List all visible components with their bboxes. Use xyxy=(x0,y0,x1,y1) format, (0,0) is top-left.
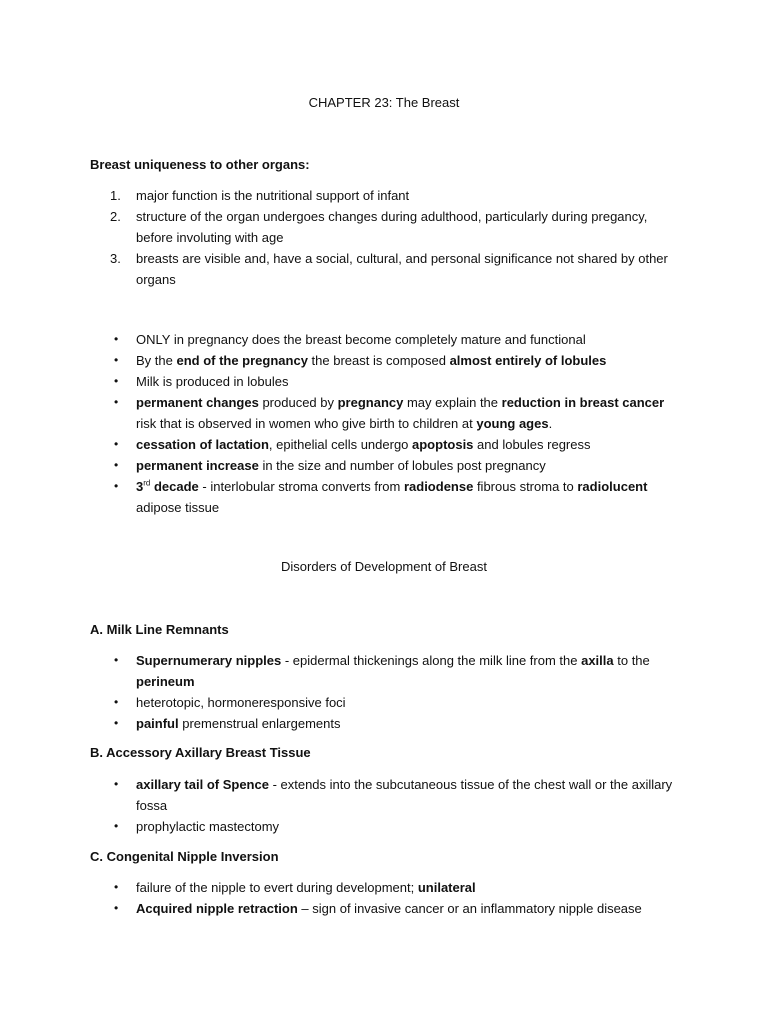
list-item-text: . xyxy=(548,416,553,431)
uniqueness-list xyxy=(110,185,680,290)
bullet-icon: • xyxy=(114,695,119,709)
emphasis: 3 xyxy=(136,479,144,494)
list-item-text: - extends into the subcutaneous tissue of the chest wall or the axillary fossa xyxy=(136,777,673,813)
list-item xyxy=(110,476,680,518)
list-item-text: failure of the nipple to evert during development; xyxy=(136,880,418,895)
bullet-icon: • xyxy=(114,332,119,346)
list-item xyxy=(110,692,680,713)
emphasis: Acquired nipple retraction xyxy=(136,901,298,916)
emphasis: radiolucent xyxy=(577,479,648,494)
list-item xyxy=(110,185,680,206)
emphasis: perineum xyxy=(136,674,195,689)
list-item-text: produced by xyxy=(258,395,338,410)
emphasis: permanent changes xyxy=(136,395,259,410)
disorders-heading: Disorders of Development of Breast xyxy=(281,559,487,574)
bullet-icon: • xyxy=(114,653,119,667)
list-item-text: adipose tissue xyxy=(136,500,220,515)
emphasis: pregnancy xyxy=(337,395,404,410)
section-a-list xyxy=(110,650,680,734)
bullet-icon: • xyxy=(114,437,119,451)
emphasis: unilateral xyxy=(417,880,476,895)
emphasis: apoptosis xyxy=(412,437,474,452)
bullet-icon: • xyxy=(114,716,119,730)
emphasis: permanent increase xyxy=(136,458,259,473)
list-item xyxy=(110,650,680,692)
list-item xyxy=(110,877,680,898)
list-item xyxy=(110,206,680,248)
list-item-text: may explain the xyxy=(403,395,502,410)
section-c-heading: C. Congenital Nipple Inversion xyxy=(90,849,279,864)
emphasis: almost entirely of lobules xyxy=(449,353,607,368)
bullet-icon: • xyxy=(114,777,119,791)
bullet-icon: • xyxy=(114,901,119,915)
emphasis: young ages xyxy=(476,416,549,431)
list-item xyxy=(110,898,680,919)
emphasis: cessation of lactation xyxy=(136,437,269,452)
list-item xyxy=(110,371,680,392)
list-item-text: major function is the nutritional support of infant xyxy=(136,188,410,203)
list-item xyxy=(110,434,680,455)
list-item-text: - interlobular stroma converts from xyxy=(198,479,404,494)
list-item-text: ONLY in pregnancy does the breast become completely mature and functional xyxy=(136,332,586,347)
list-item xyxy=(110,713,680,734)
emphasis: Supernumerary nipples xyxy=(136,653,282,668)
list-item-text: heterotopic, hormoneresponsive foci xyxy=(136,695,346,710)
list-item xyxy=(110,329,680,350)
list-item xyxy=(110,774,680,816)
list-item xyxy=(110,350,680,371)
list-item-text: risk that is observed in women who give birth to children at xyxy=(136,416,477,431)
bullet-icon: • xyxy=(114,880,119,894)
list-item-text: - epidermal thickenings along the milk line from the xyxy=(281,653,582,668)
list-item xyxy=(110,248,680,290)
emphasis: end of the pregnancy xyxy=(176,353,308,368)
emphasis: reduction in breast cancer xyxy=(501,395,665,410)
list-item-text: , epithelial cells undergo xyxy=(268,437,413,452)
superscript: rd xyxy=(143,478,151,488)
list-item xyxy=(110,455,680,476)
list-item-text: to the xyxy=(613,653,650,668)
bullet-icon: • xyxy=(114,395,119,409)
section-a-heading: A. Milk Line Remnants xyxy=(90,622,229,637)
list-item xyxy=(110,392,680,434)
emphasis: decade xyxy=(150,479,199,494)
emphasis: painful xyxy=(136,716,179,731)
list-item-text: and lobules regress xyxy=(473,437,591,452)
list-item-text: breasts are visible and, have a social, cultural, and personal significance not shared by other organs xyxy=(136,251,668,287)
list-item-text: prophylactic mastectomy xyxy=(136,819,280,834)
bullet-icon: • xyxy=(114,374,119,388)
bullet-icon: • xyxy=(114,458,119,472)
list-item-text: the breast is composed xyxy=(307,353,450,368)
emphasis: axillary tail of Spence xyxy=(136,777,269,792)
list-item-text: By the xyxy=(136,353,177,368)
bullet-icon: • xyxy=(114,353,119,367)
emphasis: axilla xyxy=(581,653,614,668)
uniqueness-heading: Breast uniqueness to other organs: xyxy=(90,157,310,172)
page-title: CHAPTER 23: The Breast xyxy=(308,95,460,110)
bullet-icon: • xyxy=(114,819,119,833)
section-b-list xyxy=(110,774,680,837)
list-item-text: Milk is produced in lobules xyxy=(136,374,289,389)
list-item-text: in the size and number of lobules post pregnancy xyxy=(258,458,546,473)
list-item xyxy=(110,816,680,837)
list-item-text: fibrous stroma to xyxy=(473,479,578,494)
facts-bullet-list xyxy=(110,329,680,518)
emphasis: radiodense xyxy=(403,479,474,494)
bullet-icon: • xyxy=(114,479,119,493)
list-item-text: premenstrual enlargements xyxy=(178,716,341,731)
section-b-heading: B. Accessory Axillary Breast Tissue xyxy=(90,745,311,760)
list-item-text: – sign of invasive cancer or an inflammatory nipple disease xyxy=(297,901,642,916)
list-item-text: structure of the organ undergoes changes during adulthood, particularly during pregancy, before involuting with age xyxy=(136,209,648,245)
section-c-list xyxy=(110,877,680,919)
